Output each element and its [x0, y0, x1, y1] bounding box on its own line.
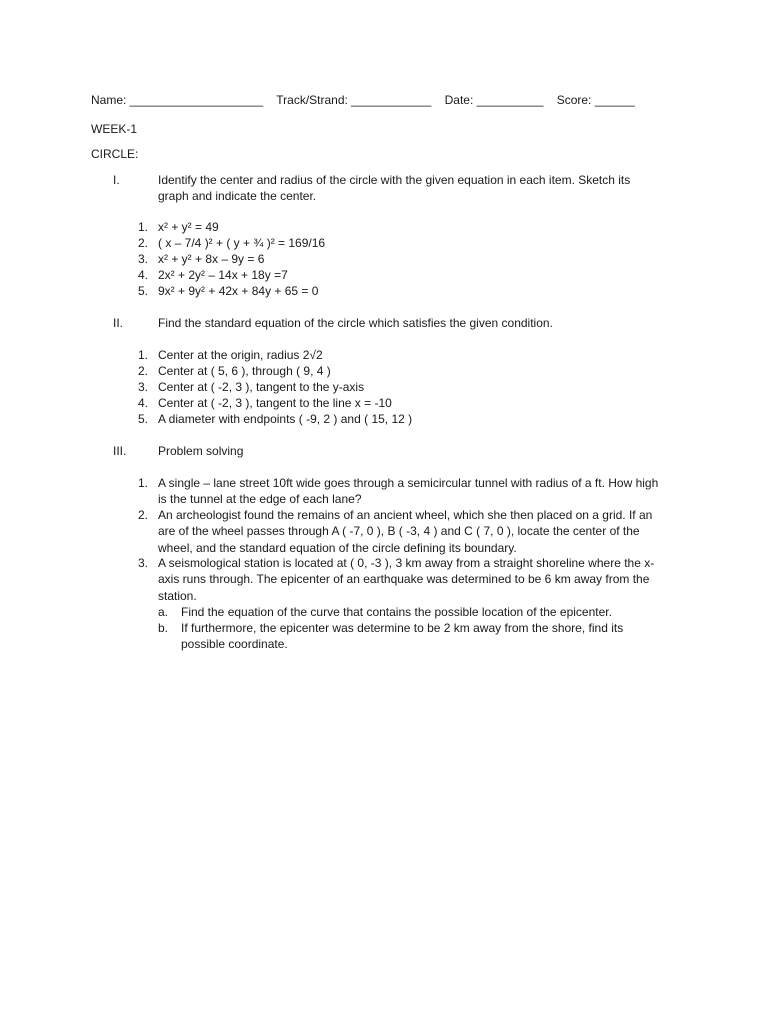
section-2-numeral: II. [113, 316, 124, 330]
section-2-item-number: 1. [137, 348, 148, 362]
student-info-header: Name: ____________________ Track/Strand: ____________ Date: __________ Score: ______ [91, 93, 635, 107]
section-2-item-number: 3. [137, 380, 148, 394]
section-1-item-number: 4. [137, 268, 148, 282]
section-2-item: Center at ( -2, 3 ), tangent to the y-axis [158, 380, 365, 394]
section-3-item: A seismological station is located at ( 0, -3 ), 3 km away from a straight shoreline where the x-axis runs through. The epicenter of an earthquake was determined to be 6 km away from the station. [158, 556, 655, 603]
section-3-subitem: If furthermore, the epicenter was determine to be 2 km away from the shore, find its possible coordinate. [181, 621, 624, 652]
section-2-item-number: 5. [137, 412, 148, 426]
section-1-item: 2x² + 2y² – 14x + 18y =7 [158, 268, 288, 282]
section-3-subitem-letter: a. [158, 605, 169, 619]
section-1-item-number: 1. [137, 220, 148, 234]
section-2-item-number: 2. [137, 364, 148, 378]
section-2-instruction: Find the standard equation of the circle which satisfies the given condition. [158, 316, 553, 330]
section-1-item: 9x² + 9y² + 42x + 84y + 65 = 0 [158, 284, 319, 298]
section-2-item-number: 4. [137, 396, 148, 410]
section-1-instruction: Identify the center and radius of the circle with the given equation in each item. Sketch its graph and indicate the center. [158, 173, 631, 203]
section-3-item-number: 3. [137, 556, 148, 570]
section-1-numeral: I. [113, 173, 120, 187]
section-2-item: Center at the origin, radius 2√2 [158, 348, 323, 362]
section-1-item-number: 3. [137, 252, 148, 266]
section-3-subitem-letter: b. [158, 621, 169, 635]
section-3-item: A single – lane street 10ft wide goes through a semicircular tunnel with radius of a ft. How high is the tunnel at the edge of each lane? [158, 476, 659, 507]
section-1-item: x² + y² + 8x – 9y = 6 [158, 252, 265, 266]
section-1-item-number: 5. [137, 284, 148, 298]
week-label: WEEK-1 [91, 122, 138, 136]
section-1-item: x² + y² = 49 [158, 220, 219, 234]
topic-title: CIRCLE: [91, 147, 139, 161]
section-2-item: Center at ( -2, 3 ), tangent to the line x = -10 [158, 396, 392, 410]
section-3-item-number: 1. [137, 476, 148, 490]
section-2-item: Center at ( 5, 6 ), through ( 9, 4 ) [158, 364, 331, 378]
section-3-item-number: 2. [137, 508, 148, 522]
section-1-item: ( x – 7/4 )² + ( y + ¾ )² = 169/16 [158, 236, 326, 250]
section-3-item: An archeologist found the remains of an ancient wheel, which she then placed on a grid. If an are of the wheel passes through A ( -7, 0 ), B ( -3, 4 ) and C ( 7, 0 ), locate the center of the wheel, and the standard equation of the circle defining its boundary. [158, 508, 653, 555]
section-3-subitem: Find the equation of the curve that contains the possible location of the epicenter. [181, 605, 612, 619]
section-3-numeral: III. [113, 444, 127, 458]
section-2-item: A diameter with endpoints ( -9, 2 ) and ( 15, 12 ) [158, 412, 413, 426]
section-1-item-number: 2. [137, 236, 148, 250]
section-3-instruction: Problem solving [158, 444, 244, 458]
